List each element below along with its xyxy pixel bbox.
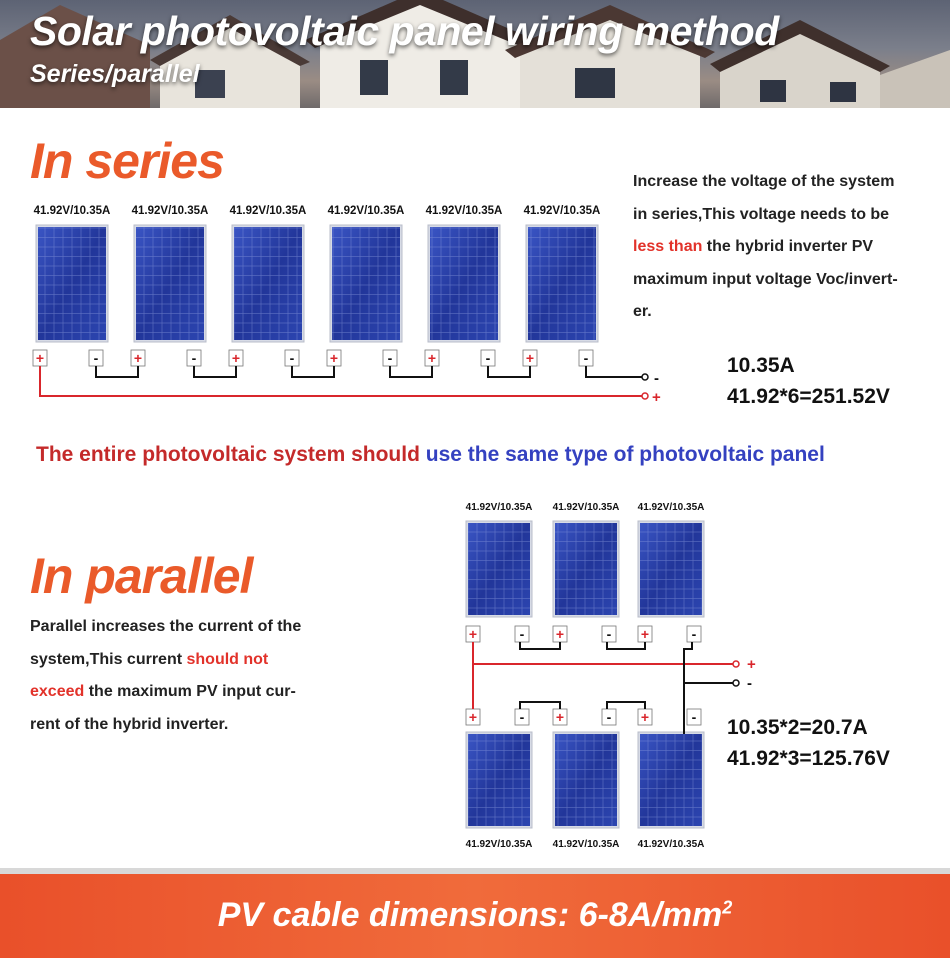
positive-terminal: + xyxy=(468,626,478,642)
parallel-description-highlight: exceed xyxy=(30,683,85,700)
series-description-text: in series,This voltage needs to be xyxy=(633,205,890,223)
negative-terminal: - xyxy=(583,350,589,366)
panel-cells xyxy=(555,734,617,826)
parallel-panel-label: 41.92V/10.35A xyxy=(465,502,533,513)
positive-terminal: + xyxy=(231,350,241,366)
negative-terminal: - xyxy=(519,709,525,725)
parallel-title: In parallel xyxy=(30,548,253,604)
series-title: In series xyxy=(30,133,224,189)
positive-terminal: + xyxy=(640,626,650,642)
series-positive-sign: + xyxy=(652,389,661,406)
parallel-positive-sign: + xyxy=(747,656,756,673)
positive-terminal: + xyxy=(133,350,143,366)
series-panel-label: 41.92V/10.35A xyxy=(425,205,503,217)
negative-terminal: - xyxy=(387,350,393,366)
series-description-highlight: less than xyxy=(633,238,703,255)
parallel-link-wire xyxy=(520,702,560,709)
panel-cells xyxy=(38,227,106,340)
series-current: 10.35A xyxy=(727,354,795,377)
negative-terminal: - xyxy=(191,350,197,366)
notice-part-1: The entire photovoltaic system should xyxy=(36,443,420,466)
series-positive-wire xyxy=(40,366,642,396)
parallel-panel-label: 41.92V/10.35A xyxy=(552,839,620,850)
series-panel-label: 41.92V/10.35A xyxy=(229,205,307,217)
series-negative-sign: - xyxy=(654,370,659,387)
series-description-text: Increase the voltage of the system xyxy=(633,173,895,190)
parallel-panel-label: 41.92V/10.35A xyxy=(637,839,705,850)
parallel-negative-sign: - xyxy=(747,675,752,692)
negative-terminal: - xyxy=(691,709,697,725)
series-link-wire xyxy=(390,366,432,377)
series-voltage: 41.92*6=251.52V xyxy=(727,385,890,408)
panel-cells xyxy=(234,227,302,340)
cable-dimensions-text: PV cable dimensions: 6-8A/mm xyxy=(217,896,723,934)
positive-terminal: + xyxy=(525,350,535,366)
panel-cells xyxy=(332,227,400,340)
panel-cells xyxy=(555,523,617,615)
cable-dimensions xyxy=(0,896,950,935)
panel-cells xyxy=(468,734,530,826)
parallel-panel-label: 41.92V/10.35A xyxy=(637,502,705,513)
panel-cells xyxy=(640,734,702,826)
cable-dimensions-superscript: 2 xyxy=(722,897,733,918)
panel-cells xyxy=(468,523,530,615)
series-link-wire xyxy=(292,366,334,377)
page-title: Solar photovoltaic panel wiring method xyxy=(30,8,779,54)
panel-cells xyxy=(528,227,596,340)
parallel-current: 10.35*2=20.7A xyxy=(727,716,868,739)
positive-terminal: + xyxy=(329,350,339,366)
parallel-description-text: system,This current xyxy=(30,650,187,668)
negative-terminal: - xyxy=(606,709,612,725)
parallel-link-wire xyxy=(520,642,560,649)
negative-terminal: - xyxy=(606,626,612,642)
parallel-voltage: 41.92*3=125.76V xyxy=(727,747,890,770)
parallel-description-text: Parallel increases the current of the xyxy=(30,618,302,635)
series-description-text: er. xyxy=(633,303,652,320)
parallel-panel-label: 41.92V/10.35A xyxy=(552,502,620,513)
page-subtitle: Series/parallel xyxy=(30,60,200,88)
positive-terminal: + xyxy=(468,709,478,725)
negative-terminal: - xyxy=(93,350,99,366)
series-positive-output xyxy=(642,393,648,399)
parallel-positive-output xyxy=(733,661,739,667)
parallel-description-text: the maximum PV input cur- xyxy=(84,683,296,700)
positive-terminal: + xyxy=(640,709,650,725)
positive-terminal: + xyxy=(555,709,565,725)
series-description-text: the hybrid inverter PV xyxy=(702,238,874,255)
series-negative-output xyxy=(642,374,648,380)
series-panel-label: 41.92V/10.35A xyxy=(131,205,209,217)
negative-terminal: - xyxy=(691,626,697,642)
parallel-negative-output xyxy=(733,680,739,686)
positive-terminal: + xyxy=(35,350,45,366)
parallel-link-wire xyxy=(607,702,645,709)
negative-terminal: - xyxy=(519,626,525,642)
series-panel-label: 41.92V/10.35A xyxy=(327,205,405,217)
parallel-description-text: rent of the hybrid inverter. xyxy=(30,715,229,733)
positive-terminal: + xyxy=(427,350,437,366)
parallel-panel-label: 41.92V/10.35A xyxy=(465,839,533,850)
series-panel-label: 41.92V/10.35A xyxy=(523,205,601,217)
panel-cells xyxy=(136,227,204,340)
series-negative-wire xyxy=(586,366,642,377)
panel-cells xyxy=(430,227,498,340)
series-link-wire xyxy=(194,366,236,377)
negative-terminal: - xyxy=(289,350,295,366)
series-panel-label: 41.92V/10.35A xyxy=(33,205,111,217)
series-link-wire xyxy=(96,366,138,377)
series-link-wire xyxy=(488,366,530,377)
parallel-link-wire xyxy=(607,642,645,649)
positive-terminal: + xyxy=(555,626,565,642)
panel-cells xyxy=(640,523,702,615)
parallel-description-highlight: should not xyxy=(186,650,269,668)
series-description-text: maximum input voltage Voc/invert- xyxy=(633,270,898,288)
negative-terminal: - xyxy=(485,350,491,366)
notice-part-2: use the same type of photovoltaic panel xyxy=(419,443,825,466)
